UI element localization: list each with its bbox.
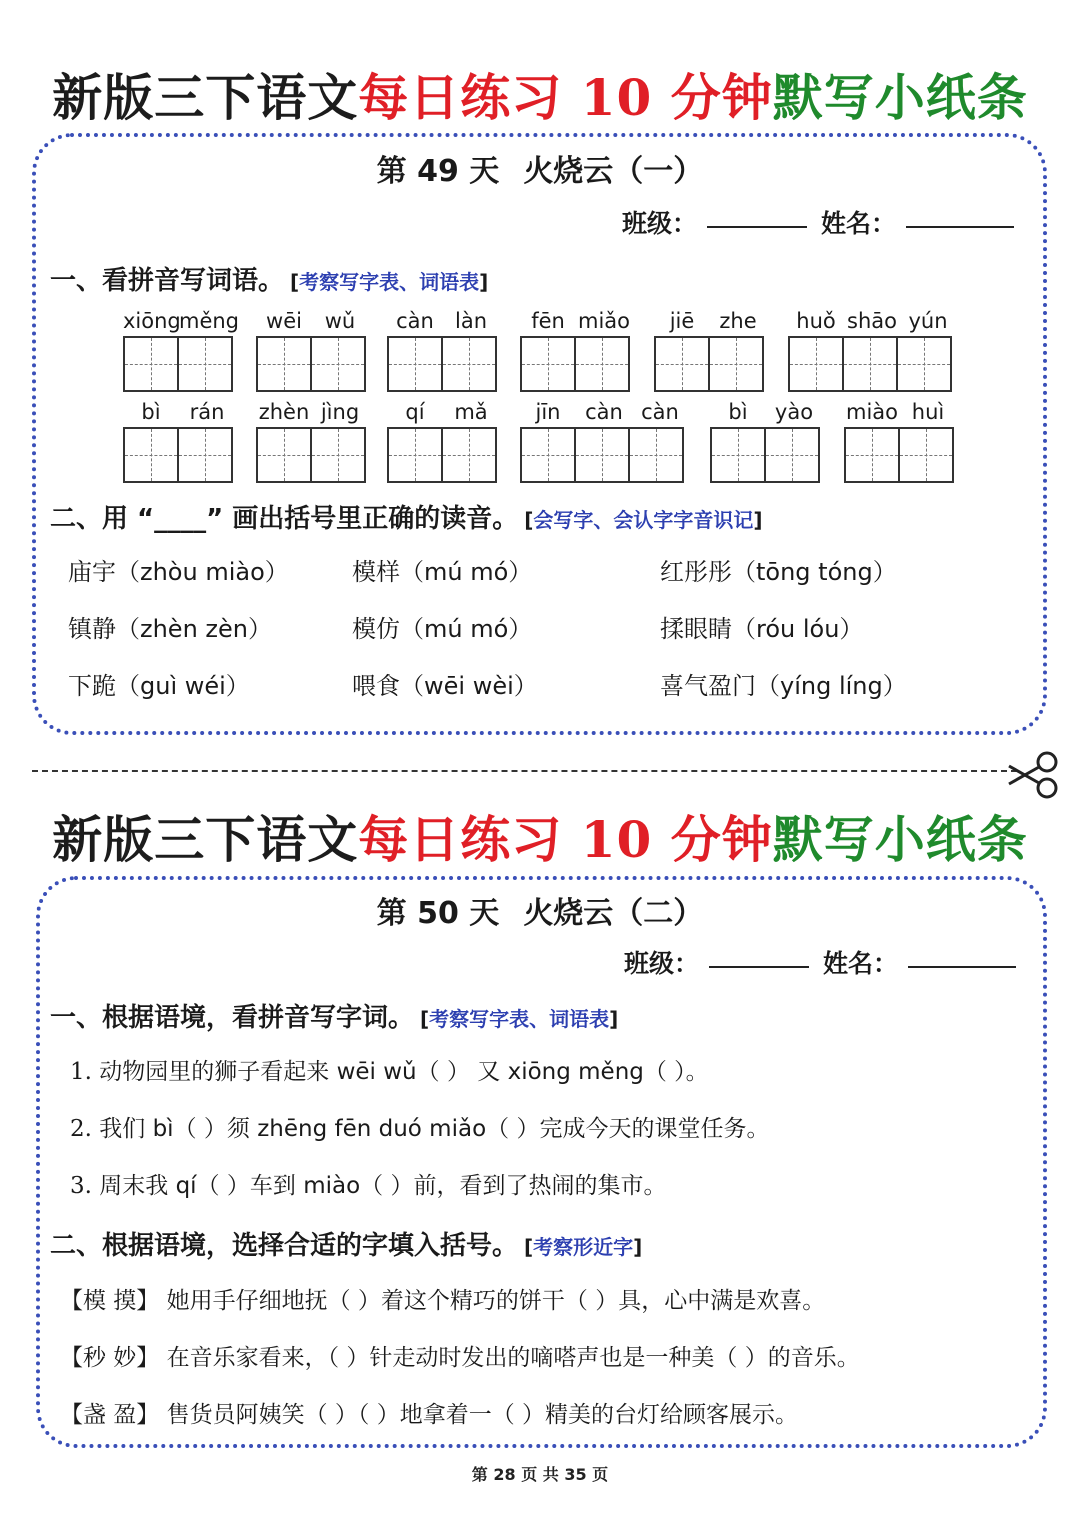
name-label: 姓名： (823, 949, 899, 978)
sentence-text: （ ）前，看到了热闹的集市。 (360, 1173, 667, 1199)
char-choice-sentence[interactable] (60, 1282, 825, 1315)
choice-word: 模仿 (352, 615, 400, 643)
writing-grid-box[interactable] (256, 427, 312, 483)
scissors-icon (1005, 748, 1063, 802)
class-label: 班级： (624, 949, 700, 978)
pinyin-word-group (520, 308, 632, 392)
pinyin-word-group (256, 308, 368, 392)
pronunciation-choice[interactable] (352, 609, 532, 644)
section-title: 一、根据语境，看拼音写字词。 (50, 1003, 415, 1033)
banner-part2: 每日练习 10 分钟 (358, 810, 773, 869)
pinyin-word-group (123, 308, 240, 392)
writing-grid-box[interactable] (123, 336, 179, 392)
note-bracket: [ (524, 508, 534, 532)
fill-sentence[interactable] (70, 1110, 769, 1143)
cut-line (32, 770, 1017, 772)
banner-part2: 每日练习 10 分钟 (358, 68, 773, 127)
name-blank[interactable] (906, 222, 1014, 228)
writing-grid-box[interactable] (177, 336, 233, 392)
pinyin-word-group (844, 399, 956, 483)
pinyin-syllable: càn (396, 309, 434, 333)
sentence-text: 2. 我们 (70, 1116, 153, 1142)
section-title: 一、看拼音写词语。 (50, 266, 285, 296)
pinyin-syllable: wǔ (324, 309, 356, 333)
pinyin-syllable: zhèn (258, 400, 310, 424)
note-bracket: ] (479, 270, 489, 294)
pinyin-syllable: bì (728, 400, 748, 424)
choice-options[interactable]: （tōng tóng） (732, 558, 897, 586)
pinyin-syllable: yào (774, 400, 814, 424)
choice-word: 揉眼睛 (660, 615, 732, 643)
note-bracket: ] (753, 508, 763, 532)
choice-word: 模样 (352, 558, 400, 586)
writing-grid-box[interactable] (628, 427, 684, 483)
pinyin-prompt: qí (175, 1173, 197, 1199)
pronunciation-choice[interactable] (68, 552, 289, 587)
pinyin-word-group (654, 308, 766, 392)
writing-grid-box[interactable] (898, 427, 954, 483)
pinyin-word-group (387, 308, 499, 392)
pinyin-syllable: jiē (669, 309, 695, 333)
pinyin-prompt: zhēng fēn duó miǎo (257, 1116, 487, 1142)
pinyin-word-group (123, 399, 235, 483)
writing-grid-box[interactable] (520, 427, 576, 483)
choice-options[interactable]: （wēi wèi） (400, 672, 538, 700)
class-name-fields (624, 944, 1030, 980)
day-number: 第 49 天 (376, 154, 500, 189)
writing-grid-box[interactable] (842, 336, 898, 392)
pronunciation-choice[interactable] (352, 666, 538, 701)
pinyin-syllable: càn (585, 400, 623, 424)
pinyin-prompt: wēi wǔ (336, 1059, 417, 1085)
class-name-fields (622, 204, 1028, 240)
pinyin-syllable: rán (189, 400, 225, 424)
fill-sentence[interactable] (70, 1167, 666, 1200)
note-bracket: [ (290, 270, 300, 294)
writing-grid-box[interactable] (708, 336, 764, 392)
writing-grid-box[interactable] (441, 427, 497, 483)
day-title (0, 146, 1080, 190)
pinyin-syllable: huì (911, 400, 945, 424)
pinyin-syllable: měng (179, 309, 240, 333)
section-heading (50, 997, 618, 1034)
note-bracket: [ (524, 1235, 534, 1259)
writing-grid-box[interactable] (710, 427, 766, 483)
banner-part3: 默写小纸条 (772, 68, 1028, 127)
pronunciation-choice[interactable] (352, 552, 532, 587)
sentence-text: 她用手仔细地抚（ ）着这个精巧的饼干（ ）具，心中满是欢喜。 (159, 1288, 826, 1314)
writing-grid-box[interactable] (520, 336, 576, 392)
pinyin-syllable: miǎo (577, 309, 630, 333)
pronunciation-choice[interactable] (660, 609, 863, 644)
pronunciation-choice[interactable] (660, 666, 907, 701)
choice-word: 下跪 (68, 672, 116, 700)
pinyin-word-group (520, 399, 688, 483)
writing-grid-box[interactable] (387, 427, 443, 483)
writing-grid-box[interactable] (574, 336, 630, 392)
sentence-text: （ ）完成今天的课堂任务。 (486, 1116, 770, 1142)
pinyin-syllable: miào (845, 400, 898, 424)
pinyin-syllable: xiōng (123, 309, 181, 333)
writing-grid-box[interactable] (123, 427, 179, 483)
sentence-text: 售货员阿姨笑（ ）（ ）地拿着一（ ）精美的台灯给顾客展示。 (159, 1402, 799, 1428)
writing-grid-box[interactable] (177, 427, 233, 483)
section-note: 考察写字表、词语表 (429, 1007, 610, 1031)
writing-grid-box[interactable] (654, 336, 710, 392)
class-blank[interactable] (707, 222, 807, 228)
writing-grid-box[interactable] (387, 336, 443, 392)
sentence-text: 3. 周末我 (70, 1173, 176, 1199)
note-bracket: ] (609, 1007, 619, 1031)
pronunciation-choice[interactable] (68, 666, 250, 701)
sentence-text: （ ）。 (643, 1059, 709, 1085)
banner-title (0, 58, 1080, 130)
section-note: 会写字、会认字字音识记 (533, 508, 754, 532)
pinyin-word-group (387, 399, 499, 483)
pronunciation-choice[interactable] (660, 552, 897, 587)
char-pair: 【秒 妙】 (60, 1345, 160, 1371)
choice-word: 喂食 (352, 672, 400, 700)
writing-grid-box[interactable] (788, 336, 844, 392)
note-bracket: ] (633, 1235, 643, 1259)
pinyin-syllable: huǒ (796, 309, 836, 333)
writing-grid-box[interactable] (310, 336, 366, 392)
pinyin-syllable: yún (908, 309, 948, 333)
sentence-text: （ ） 又 (416, 1059, 508, 1085)
day-title (0, 888, 1080, 932)
writing-grid-box[interactable] (764, 427, 820, 483)
char-pair: 【盏 盈】 (60, 1402, 160, 1428)
pinyin-syllable: càn (641, 400, 679, 424)
note-bracket: [ (420, 1007, 430, 1031)
banner-part1: 新版三下语文 (52, 68, 359, 127)
pinyin-prompt: miào (303, 1173, 361, 1199)
choice-options[interactable]: （yíng líng） (756, 672, 907, 700)
sentence-text: （ ）车到 (196, 1173, 304, 1199)
banner-part1: 新版三下语文 (52, 810, 359, 869)
pinyin-syllable: fēn (531, 309, 565, 333)
sentence-text: 1. 动物园里的狮子看起来 (70, 1059, 337, 1085)
pinyin-word-group (788, 308, 956, 392)
char-pair: 【模 摸】 (60, 1288, 160, 1314)
choice-options[interactable]: （mú mó） (400, 558, 533, 586)
choice-word: 喜气盈门 (660, 672, 756, 700)
banner-title (0, 800, 1080, 872)
name-label: 姓名： (821, 209, 897, 238)
writing-grid-box[interactable] (441, 336, 497, 392)
page-footer: 第 28 页 共 35 页 (471, 1465, 609, 1484)
char-choice-sentence[interactable] (60, 1396, 798, 1429)
pinyin-syllable: mǎ (454, 400, 488, 424)
banner-part3: 默写小纸条 (772, 810, 1028, 869)
pinyin-syllable: làn (454, 309, 487, 333)
class-blank[interactable] (709, 962, 809, 968)
pinyin-prompt: bì (152, 1116, 174, 1142)
day-number: 第 50 天 (376, 896, 500, 931)
section-heading (50, 498, 763, 535)
lesson-title: 火烧云（一） (523, 154, 704, 189)
pinyin-syllable: bì (141, 400, 161, 424)
writing-grid-box[interactable] (844, 427, 900, 483)
section-title: 二、根据语境，选择合适的字填入括号。 (50, 1231, 519, 1261)
section-title: 二、用 “____” 画出括号里正确的读音。 (50, 504, 519, 534)
section-note: 考察形近字 (533, 1235, 634, 1259)
choice-options[interactable]: （guì wéi） (116, 672, 250, 700)
section-heading (50, 260, 488, 297)
choice-options[interactable]: （mú mó） (400, 615, 533, 643)
sentence-text: （ ）须 (173, 1116, 258, 1142)
choice-options[interactable]: （zhèn zèn） (116, 615, 272, 643)
name-blank[interactable] (908, 962, 1016, 968)
writing-grid-box[interactable] (256, 336, 312, 392)
choice-word: 红彤彤 (660, 558, 732, 586)
writing-grid-box[interactable] (310, 427, 366, 483)
choice-options[interactable]: （zhòu miào） (116, 558, 289, 586)
pinyin-syllable: shāo (847, 309, 897, 333)
class-label: 班级： (622, 209, 698, 238)
pinyin-syllable: jīn (535, 400, 561, 424)
pinyin-syllable: wēi (266, 309, 302, 333)
section-note: 考察写字表、词语表 (299, 270, 480, 294)
writing-grid-box[interactable] (574, 427, 630, 483)
choice-options[interactable]: （róu lóu） (732, 615, 864, 643)
char-choice-sentence[interactable] (60, 1339, 860, 1372)
pinyin-syllable: zhe (719, 309, 757, 333)
section-heading (50, 1225, 642, 1262)
pinyin-syllable: jìng (320, 400, 360, 424)
pinyin-word-group (256, 399, 368, 483)
pinyin-word-group (710, 399, 822, 483)
sentence-text: 在音乐家看来，（ ）针走动时发出的嘀嗒声也是一种美（ ）的音乐。 (159, 1345, 860, 1371)
lesson-title: 火烧云（二） (523, 896, 704, 931)
pinyin-prompt: xiōng měng (507, 1059, 644, 1085)
choice-word: 庙宇 (68, 558, 116, 586)
pinyin-syllable: qí (405, 400, 425, 424)
pronunciation-choice[interactable] (68, 609, 272, 644)
writing-grid-box[interactable] (896, 336, 952, 392)
fill-sentence[interactable] (70, 1053, 709, 1086)
choice-word: 镇静 (68, 615, 116, 643)
